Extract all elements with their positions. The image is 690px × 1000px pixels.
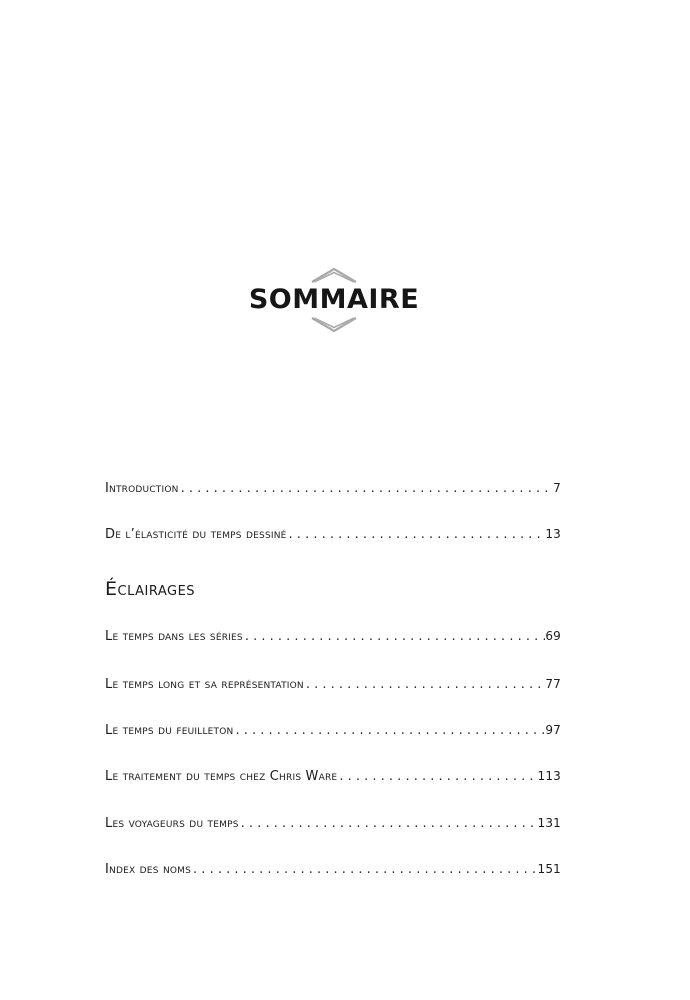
toc-entry-introduction[interactable] [105, 481, 561, 501]
toc-entry-series[interactable] [105, 629, 561, 649]
page-title: SOMMAIRE [0, 283, 668, 317]
toc-entry-label: Le temps long et sa représentation [105, 677, 304, 692]
section-heading: Éclairages [105, 578, 196, 600]
toc-entry-page: 131 [537, 816, 561, 830]
dot-leader [304, 677, 545, 692]
toc-entry-page: 69 [545, 629, 561, 643]
toc-entry-index[interactable] [105, 862, 561, 882]
toc-entry-label: Introduction [105, 481, 179, 496]
toc-entry-page: 7 [553, 481, 561, 495]
toc-entry-page: 77 [545, 677, 561, 691]
toc-entry-elasticite[interactable] [105, 527, 561, 547]
toc-entry-temps-long[interactable] [105, 677, 561, 697]
toc-entry-feuilleton[interactable] [105, 723, 561, 743]
dot-leader [191, 862, 537, 877]
dot-leader [239, 816, 538, 831]
dot-leader [179, 481, 554, 496]
dot-leader [243, 629, 545, 644]
toc-entry-chris-ware[interactable] [105, 769, 561, 789]
toc-entry-label: Le temps dans les séries [105, 629, 243, 644]
toc-entry-page: 113 [537, 769, 561, 783]
toc-entry-label: Le temps du feuilleton [105, 723, 234, 738]
toc-entry-label: Index des noms [105, 862, 192, 877]
dot-leader [337, 769, 537, 784]
toc-entry-label: De l’élasticité du temps dessiné [105, 527, 287, 542]
title-block [0, 268, 690, 332]
dot-leader [233, 723, 545, 738]
toc-entry-voyageurs[interactable] [105, 816, 561, 836]
toc-entry-page: 13 [545, 527, 561, 541]
toc-entry-label: Le traitement du temps chez Chris Ware [105, 769, 338, 784]
dot-leader [287, 527, 546, 542]
toc-entry-page: 151 [537, 862, 561, 876]
toc-entry-label: Les voyageurs du temps [105, 816, 239, 831]
toc-entry-page: 97 [545, 723, 561, 737]
